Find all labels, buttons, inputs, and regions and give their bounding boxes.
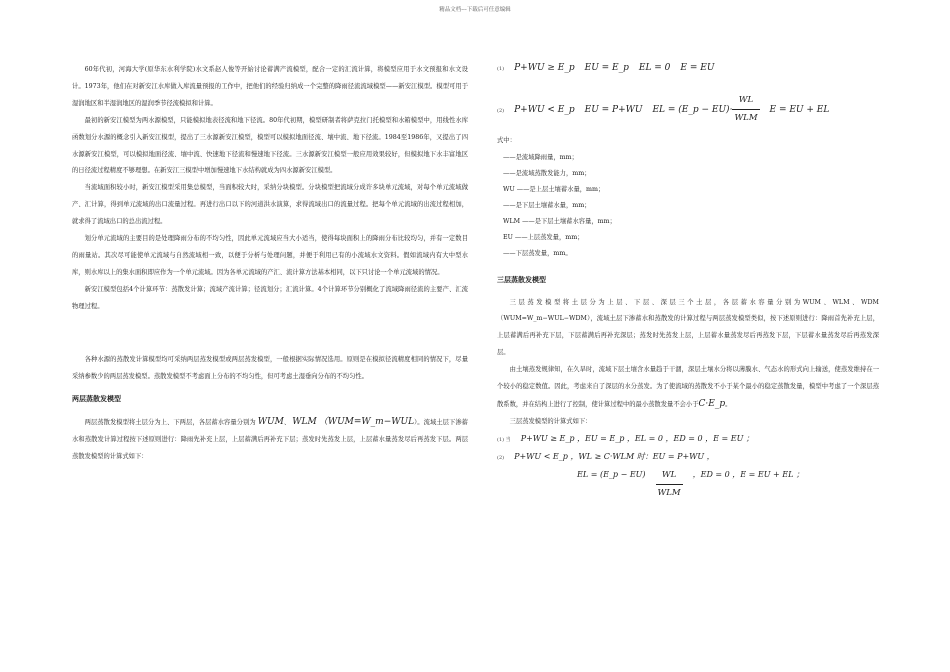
equation-row [497,92,879,127]
paragraph [72,414,468,466]
text: 由土壤蒸发规律知，在久旱时，流域下层土壤含水量趋于干涸，深层土壤水分将以薄膜水、气态水的形式向上输送，使蒸发维持在一个较小的稳定数值。因此，考虑来自了深层的水分蒸发。为了使流域的蒸散发不小于某个最小的稳定蒸散发量，模型中考虑了一个深层蒸散系数，并在结构上进行了控制，使计算过程中的最小蒸散发量不会小于 [497,366,879,408]
section-heading: 两层蒸散发模型 [72,395,121,404]
formula: C·E_p [698,398,726,409]
formula: P+WU ≥ E_p [514,63,575,73]
paragraph: 各种水源的蒸散发计算模型均可采纳两层蒸发模型或两层蒸发模型，一般根据实际情况选用。原则是在模拟径流精度相同的情况下，尽量采纳参数少的两层蒸发模型。蒸散发模型不考虑面上分布的不均匀性，但可考虑土湿垂向分布的不均匀性。 [72,355,468,380]
equation-row [497,449,879,467]
text: ）。流域土层下渗蓄水和蒸散发计算过程按下述原则进行：降雨先补充上层，上层蓄满后再补充下层；蒸发时先蒸发上层，上层蓄水量蒸发尽后再蒸发下层。两层蒸散发模型的计算式如下： [72,419,468,461]
formula-part: EL = (E_p − EU)· [652,104,733,115]
definition-item: ——下层蒸发量，mm。 [503,249,572,257]
fraction-numerator: WL [732,92,759,110]
equation-row [497,431,879,449]
formula: E = EU + EL [769,104,830,115]
fraction-denominator: WLM [657,487,681,498]
formula: P+WU < E_p [514,104,575,115]
definition-item: WU ——是上层土壤蓄水量，mm； [503,185,605,193]
formula: EL = 0 [638,63,671,73]
definition-item: ——是流域蒸散发能力，mm； [503,169,591,177]
equation-number: (1) [497,66,505,72]
definition-item: ——是流域降雨量，mm； [503,153,578,161]
text: 两层蒸散发模型将土层分为上、下两层，各层蓄水容量分别为 [84,419,256,427]
paragraph: 三层蒸发模型将土层分为上层、下层、深层三个土层，各层蓄水容量分别为WUM、WLM、WDM（WUM=W_m−WUL−WDM），流域土层下渗蓄水和蒸散发的计算过程与两层蒸发模型类似，按下述原则进行：降雨首先补充上层，上层蓄满后再补充下层，下层蓄满后再补充深层；蒸发时先蒸发上层，上层蓄水量蒸发尽后再蒸发下层，下层蓄水量蒸发尽后再蒸发深层。 [497,298,879,357]
paragraph: 当流域面积较小时，新安江模型采用集总模型，当面积较大时，采纳分块模型。分块模型把流域分成许多块单元流域，对每个单元流域做产、汇计算，得到单元流域的出口流量过程。再进行出口以下的河道洪水演算，求得流域出口的流量过程。把每个单元流域的出流过程相加，就求得了流域出口的总出流过程。 [72,184,468,226]
formula: （WUM=W_m−WUL [318,417,415,428]
formula: WUM [257,417,284,428]
page-header: 精品文档---下载后可任意编辑 [439,7,511,13]
equation-number: (2) [497,107,505,114]
right-column [497,60,879,501]
paragraph: 划分单元流域的主要目的是处理降雨分布的不均匀性，因此单元流域应当大小适当，使得每块面积上的降雨分布比较均匀，并有一定数目的雨量站。其次尽可能使单元流域与自然流域相一致，以便于分析与处理问题，并便于利用已有的小流域水文资料。假如流域内有大中型水库，则水库以上的集水面积即应作为一个单元流域。因为各单元流域的产汇、流计算方法基本相同，以下只讨论一个单元流域的情况。 [72,235,468,276]
formula [652,92,759,127]
formula: WLM [292,417,317,428]
paragraph: 新安江模型包括4个计算环节：蒸散发计算；流域产流计算；径流划分；汇流计算。4个计算环节分别概化了流域降雨径流的主要产、汇流物理过程。 [72,285,468,310]
paragraph: 三层蒸发模型的计算式如下： [509,417,592,425]
paragraph: 最初的新安江模型为两水源模型，只能模拟地表径流和地下径流。80年代初期，模型研制者将萨克拉门托模型和水箱模型中，用线性水库函数划分水源的概念引入新安江模型，提出了三水源新安江模型，模型可以模拟地面径流、壤中流、地下径流。1984至1986年，又提出了四水源新安江模型，可以模拟地面径流、壤中流、快速地下径流和慢速地下径流。三水源新安江模型一般应用效果较好，但模拟地下水丰富地区的日径流过程精度不够理想。在新安江三模型中增加慢速地下水结构就成为四水源新安江模型。 [72,116,468,175]
formula: EU = P+WU [584,104,643,115]
equation-number: (2) [497,454,505,461]
fraction [732,92,759,127]
left-column [72,62,468,466]
spacer [72,316,468,352]
definition-item: ——是下层土壤蓄水量，mm； [503,201,591,209]
equation-number: (1) 当 [497,436,511,443]
separator: 、 [283,419,291,427]
equation-row [497,60,879,78]
text: 。 [725,400,732,408]
where-label: 式中： [497,136,516,144]
formula: E = EU [680,63,715,73]
equation-row [497,467,879,502]
fraction-numerator: WL [656,467,683,485]
formula: ，ED = 0 ，E = EU + EL ； [692,469,804,479]
paragraph: 60年代初，河海大学(原华东水利学院)水文系赵人俊等开始讨论蓄满产流模型，配合一定的汇流计算，将模型应用于水文预报和水文设计。1973年，他们在对新安江水库做入库流量预报的工作中，把他们的经验归纳成一个完整的降雨径流流域模型——新安江模型。模型可用于湿润地区和半湿润地区的湿润季节径流模拟和计算。 [72,66,468,107]
definition-item: WLM ——是下层土壤蓄水容量，mm； [503,217,616,225]
definitions-list [497,150,879,262]
formula: P+WU < E_p ，WL ≥ C·WLM 时：EU = P+WU ， [514,451,715,461]
section-heading: 三层蒸散发模型 [497,275,546,284]
definition-item: EU ——上层蒸发量，mm； [503,233,584,241]
formula: P+WU ≥ E_p ，EU = E_p ，EL = 0 ，ED = 0 ，E = EU ； [520,433,754,443]
paragraph [497,362,879,414]
fraction [656,467,683,502]
formula: EU = E_p [584,63,629,73]
fraction-denominator: WLM [734,112,758,123]
formula: EL = (E_p − EU) [577,469,646,479]
